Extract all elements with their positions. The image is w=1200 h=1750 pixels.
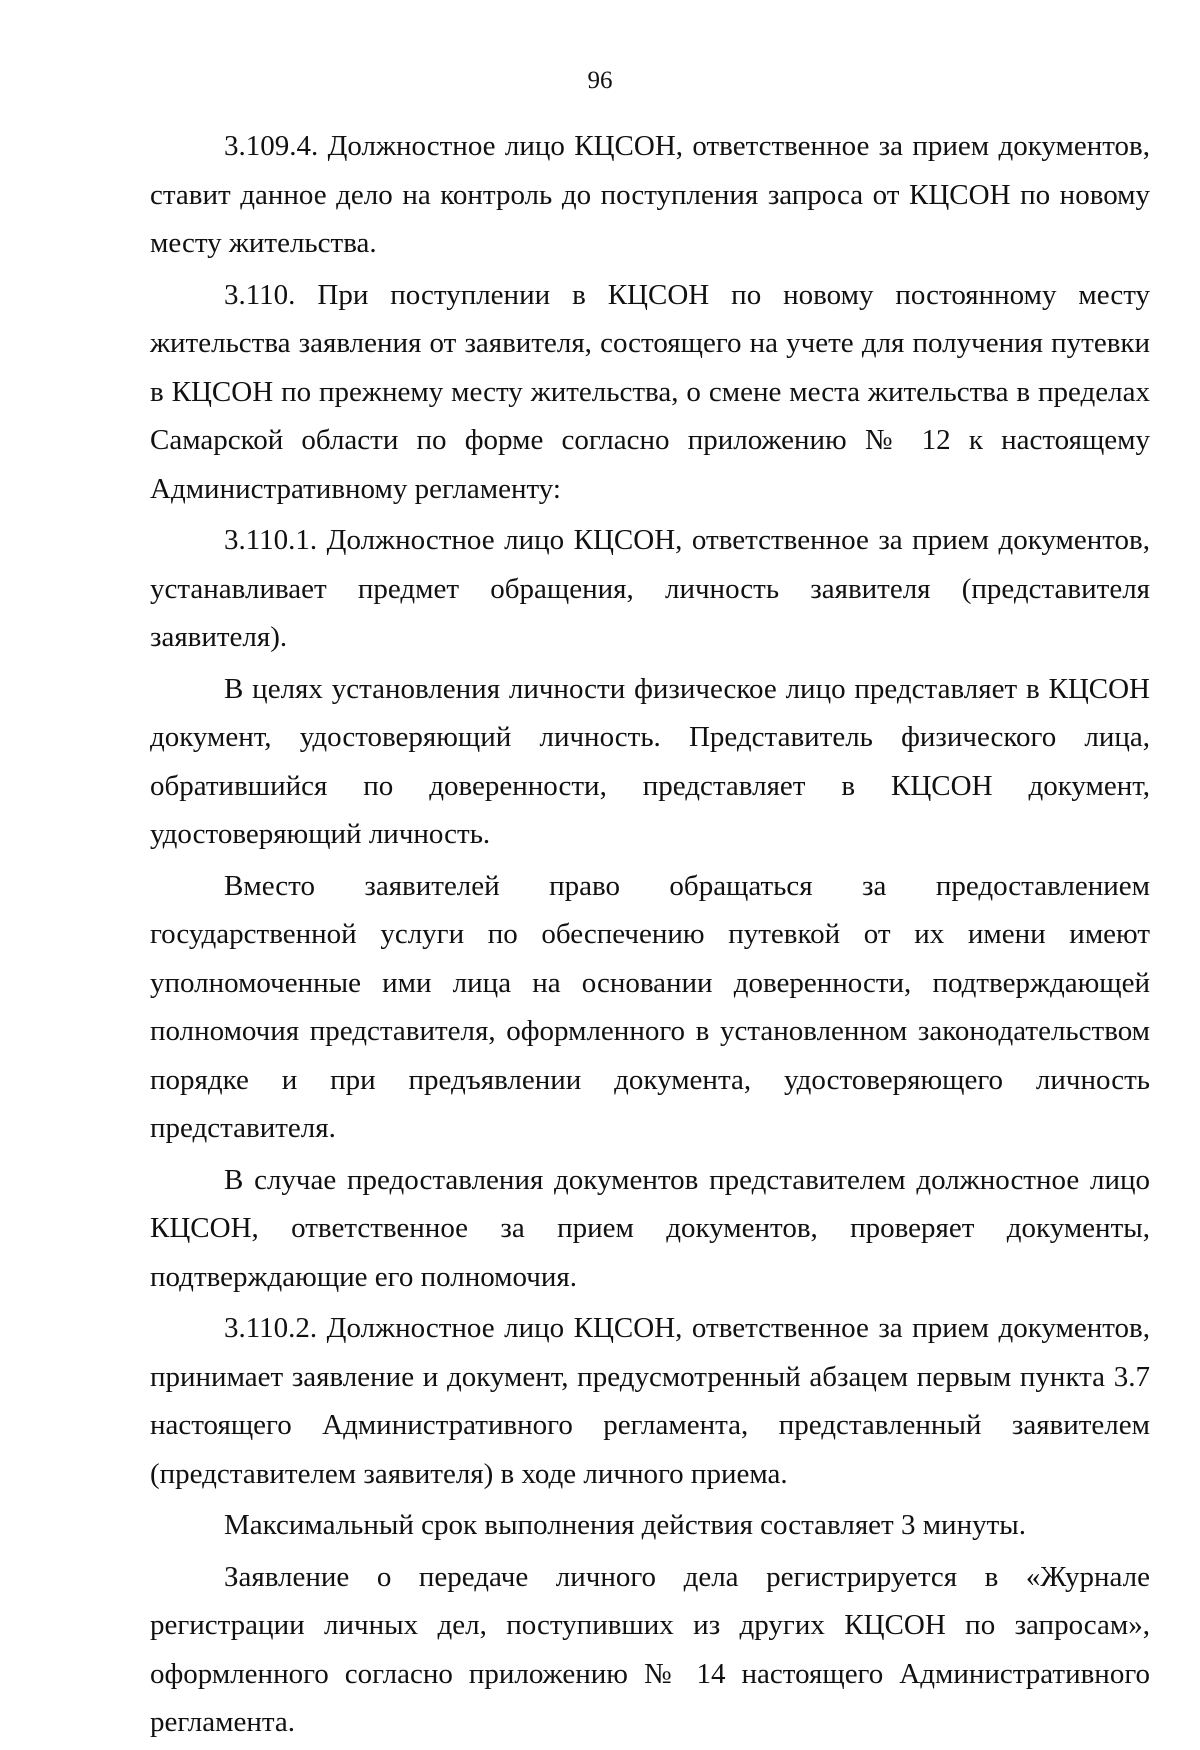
paragraph-3-110: 3.110. При поступлении в КЦСОН по новому постоянному месту жительства заявления от заявителя, состоящего на учете для получения путевки в КЦСОН по прежнему месту жительства, о смене места жительства в пределах Самарской области по форме согласно приложению № 12 к настоящему Административному регламенту: bbox=[150, 278, 1150, 505]
document-body bbox=[150, 122, 1150, 1750]
paragraph-3-109-4: 3.109.4. Должностное лицо КЦСОН, ответственное за прием документов, ставит данное дело на контроль до поступления запроса от КЦСОН по новому месту жительства. bbox=[150, 130, 1150, 259]
paragraph-max-duration: Максимальный срок выполнения действия составляет 3 минуты. bbox=[224, 1509, 1027, 1541]
page-number: 96 bbox=[587, 67, 613, 94]
paragraph-representative-check: В случае предоставления документов представителем должностное лицо КЦСОН, ответственное за прием документов, проверяет документы, подтверждающие его полномочия. bbox=[150, 1163, 1150, 1293]
paragraph-3-110-1: 3.110.1. Должностное лицо КЦСОН, ответственное за прием документов, устанавливает предмет обращения, личность заявителя (представителя заявителя). bbox=[150, 524, 1150, 653]
paragraph-identity-verification: В целях установления личности физическое лицо представляет в КЦСОН документ, удостоверяющий личность. Представитель физического лица, обратившийся по доверенности, представляет в КЦСОН документ, удостоверяющий личность. bbox=[150, 672, 1150, 850]
paragraph-3-110-2: 3.110.2. Должностное лицо КЦСОН, ответственное за прием документов, принимает заявление и документ, предусмотренный абзацем первым пункта 3.7 настоящего Административного регламента, представленный заявителем (представителем заявителя) в ходе личного приема. bbox=[150, 1312, 1150, 1490]
paragraph-representatives: Вместо заявителей право обращаться за предоставлением государственной услуги по обеспечению путевкой от их имени имеют уполномоченные ими лица на основании доверенности, подтверждающей полномочия представителя, оформленного в установленном законодательством порядке и при предъявлении документа, удостоверяющего личность представителя. bbox=[150, 869, 1150, 1144]
paragraph-registration: Заявление о передаче личного дела регистрируется в «Журнале регистрации личных дел, поступивших из других КЦСОН по запросам», оформленного согласно приложению № 14 настоящего Административного регламента. bbox=[150, 1560, 1150, 1738]
